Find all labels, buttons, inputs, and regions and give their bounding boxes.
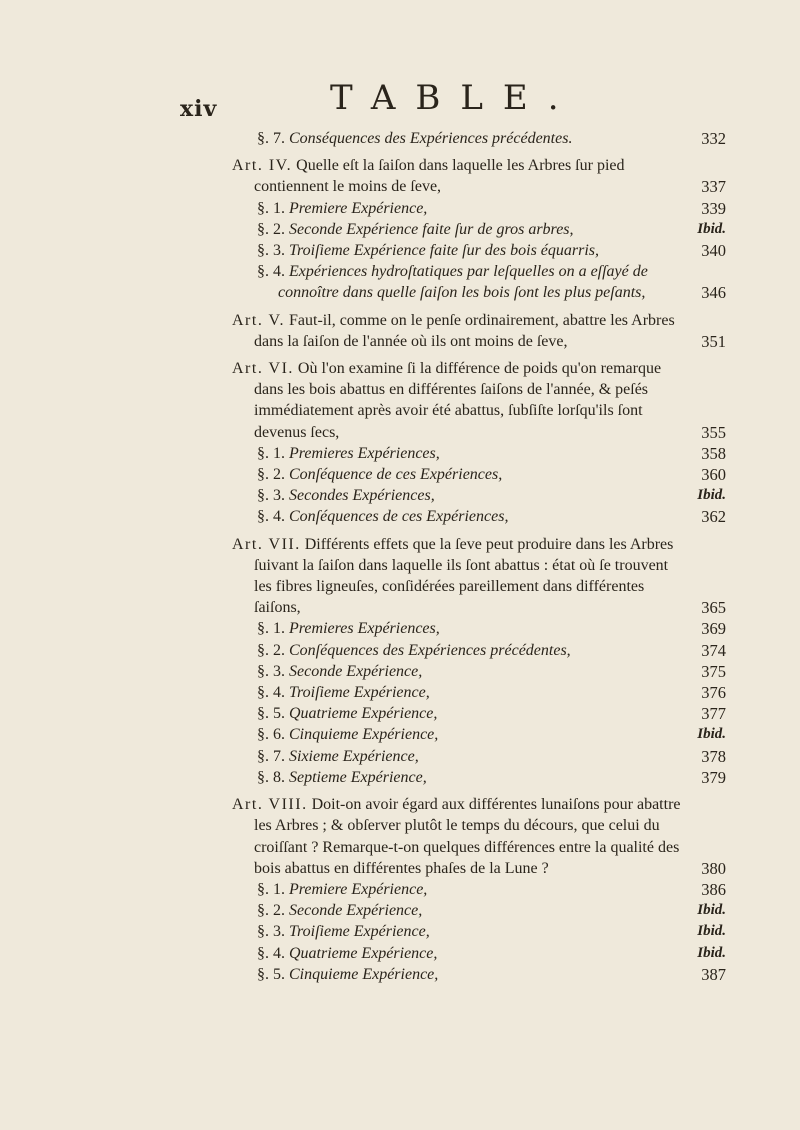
toc-section-entry: [232, 682, 728, 703]
toc-section-entry: [232, 724, 728, 745]
toc-section-entry: [232, 618, 728, 639]
section-mark: §. 2.: [257, 902, 285, 920]
entry-text: Conſéquences de ces Expériences,: [289, 508, 509, 526]
toc-section-entry: [232, 240, 728, 261]
toc-section-entry: [232, 464, 728, 485]
entry-text: Troiſieme Expérience,: [289, 684, 430, 702]
section-mark: §. 3.: [257, 923, 285, 941]
entry-text: Septieme Expérience,: [289, 768, 427, 786]
section-mark: §. 3.: [257, 662, 285, 680]
entry-text: Conséquences des Expériences précédentes.: [289, 130, 573, 147]
entry-text: Conſéquences des Expériences précédentes,: [289, 641, 571, 659]
entry-text: Troiſieme Expérience,: [289, 923, 430, 941]
entry-text: Premieres Expériences,: [289, 620, 440, 638]
entry-text: Faut-il, comme on le penſe ordinairement, abattre les Arbres dans la ſaiſon de l'année où ils ont moins de ſeve,: [254, 311, 675, 350]
section-mark: §. 1.: [257, 880, 285, 898]
page-reference: 365: [701, 598, 726, 618]
section-mark: §. 3.: [257, 242, 285, 260]
toc-article-entry: [232, 534, 728, 619]
page-reference: Ibid.: [697, 487, 726, 504]
toc-section-entry: [232, 443, 728, 464]
section-mark: §. 6.: [257, 726, 285, 744]
entry-text: Premiere Expérience,: [289, 199, 428, 217]
toc-section-entry: [232, 219, 728, 240]
page-reference: 362: [701, 507, 726, 527]
entry-text: Où l'on examine ſi la différence de poids qu'on remarque dans les bois abattus en différentes ſaiſons de l'année, & peſés immédiatement après avoir été abattus, ſubſiſte lorſqu'ils ſont devenus ſecs,: [254, 360, 662, 441]
section-mark: §. 4.: [257, 508, 285, 526]
section-mark: §. 4.: [257, 944, 285, 962]
entry-text: Secondes Expériences,: [289, 487, 435, 505]
page-reference: 355: [701, 422, 726, 442]
section-mark: §. 1.: [257, 620, 285, 638]
section-mark: §. 1.: [257, 199, 285, 217]
toc-article-entry: [232, 310, 728, 352]
toc-article-entry: [232, 358, 728, 443]
section-mark: §. 5.: [257, 965, 285, 983]
page-reference: 351: [701, 331, 726, 351]
entry-text: Doit-on avoir égard aux différentes lunaiſons pour abattre les Arbres ; & obſerver plutôt le temps du décours, que celui du croiſſant ? Remarque-t-on quelques différences entre la qualité des bois abattus en différentes phaſes de la Lune ?: [254, 796, 681, 877]
page-reference: Ibid.: [697, 726, 726, 743]
page-reference: 379: [701, 767, 726, 787]
page-reference: Ibid.: [697, 923, 726, 940]
table-of-contents: [232, 128, 728, 985]
page-reference: 378: [701, 746, 726, 766]
page-reference: 386: [701, 879, 726, 899]
toc-section-entry: [232, 879, 728, 900]
toc-section-entry: [232, 746, 728, 767]
toc-section-entry: [232, 640, 728, 661]
toc-section-entry: [232, 921, 728, 942]
toc-section-entry: [232, 943, 728, 964]
page-reference: 369: [701, 619, 726, 639]
page-reference: 387: [701, 964, 726, 984]
toc-section-entry: [232, 485, 728, 506]
toc-section-entry: [232, 703, 728, 724]
page-reference: 375: [701, 661, 726, 681]
entry-text: Expériences hydroſtatiques par leſquelles on a eſſayé de connoître dans quelle ſaiſon les bois ſont les plus peſants,: [278, 263, 648, 302]
entry-text: Premieres Expériences,: [289, 444, 440, 462]
article-label: Art. VI.: [232, 360, 294, 378]
toc-section-entry: [232, 767, 728, 788]
section-mark: §. 4.: [257, 263, 285, 281]
page-folio: xiv: [180, 96, 218, 122]
entry-text: Cinquieme Expérience,: [289, 965, 439, 983]
entry-text: Quatrieme Expérience,: [289, 944, 438, 962]
article-label: Art. VII.: [232, 535, 301, 553]
entry-text: Cinquieme Expérience,: [289, 726, 439, 744]
entry-text: Quelle eſt la ſaiſon dans laquelle les Arbres ſur pied contiennent le moins de ſeve,: [254, 157, 625, 196]
article-label: Art. VIII.: [232, 796, 308, 814]
page-reference: 332: [701, 129, 726, 148]
page-reference: Ibid.: [697, 220, 726, 237]
section-mark: §. 4.: [257, 684, 285, 702]
entry-text: Seconde Expérience,: [289, 902, 423, 920]
entry-text: Troiſieme Expérience faite ſur des bois équarris,: [289, 242, 600, 260]
article-label: Art. V.: [232, 311, 286, 329]
section-mark: §. 7.: [257, 130, 285, 147]
toc-section-entry: [232, 261, 728, 303]
entry-text: Seconde Expérience,: [289, 662, 423, 680]
toc-article-entry: [232, 155, 728, 197]
toc-section-entry: [232, 900, 728, 921]
page-reference: Ibid.: [697, 902, 726, 919]
section-mark: §. 8.: [257, 768, 285, 786]
entry-text: Seconde Expérience faite ſur de gros arbres,: [289, 220, 574, 238]
article-label: Art. IV.: [232, 157, 293, 175]
section-mark: §. 2.: [257, 466, 285, 484]
section-mark: §. 1.: [257, 444, 285, 462]
toc-section-entry: [232, 198, 728, 219]
page-reference: 374: [701, 640, 726, 660]
page-reference: 340: [701, 241, 726, 261]
toc-article-entry: [232, 794, 728, 879]
entry-text: Quatrieme Expérience,: [289, 705, 438, 723]
section-mark: §. 5.: [257, 705, 285, 723]
entry-text: Différents effets que la ſeve peut produire dans les Arbres ſuivant la ſaiſon dans laquelle ils ſont abattus : état où ſe trouvent les fibres ligneuſes, conſidérées pareillement dans différentes ſaiſons,: [254, 535, 674, 617]
toc-section-entry: [232, 964, 728, 985]
page-reference: Ibid.: [697, 944, 726, 961]
page-reference: 377: [701, 704, 726, 724]
entry-text: Sixieme Expérience,: [289, 747, 419, 765]
page-reference: 380: [701, 858, 726, 878]
page-reference: 339: [701, 198, 726, 218]
section-mark: §. 2.: [257, 641, 285, 659]
page-reference: 376: [701, 683, 726, 703]
toc-section-entry: [232, 128, 728, 149]
section-mark: §. 2.: [257, 220, 285, 238]
page-title: TABLE.: [330, 78, 579, 118]
page-reference: 358: [701, 443, 726, 463]
page-reference: 346: [701, 283, 726, 303]
page-reference: 360: [701, 465, 726, 485]
section-mark: §. 7.: [257, 747, 285, 765]
section-mark: §. 3.: [257, 487, 285, 505]
toc-section-entry: [232, 661, 728, 682]
entry-text: Conſéquence de ces Expériences,: [289, 466, 503, 484]
entry-text: Premiere Expérience,: [289, 880, 428, 898]
toc-section-entry: [232, 506, 728, 527]
page-reference: 337: [701, 177, 726, 197]
